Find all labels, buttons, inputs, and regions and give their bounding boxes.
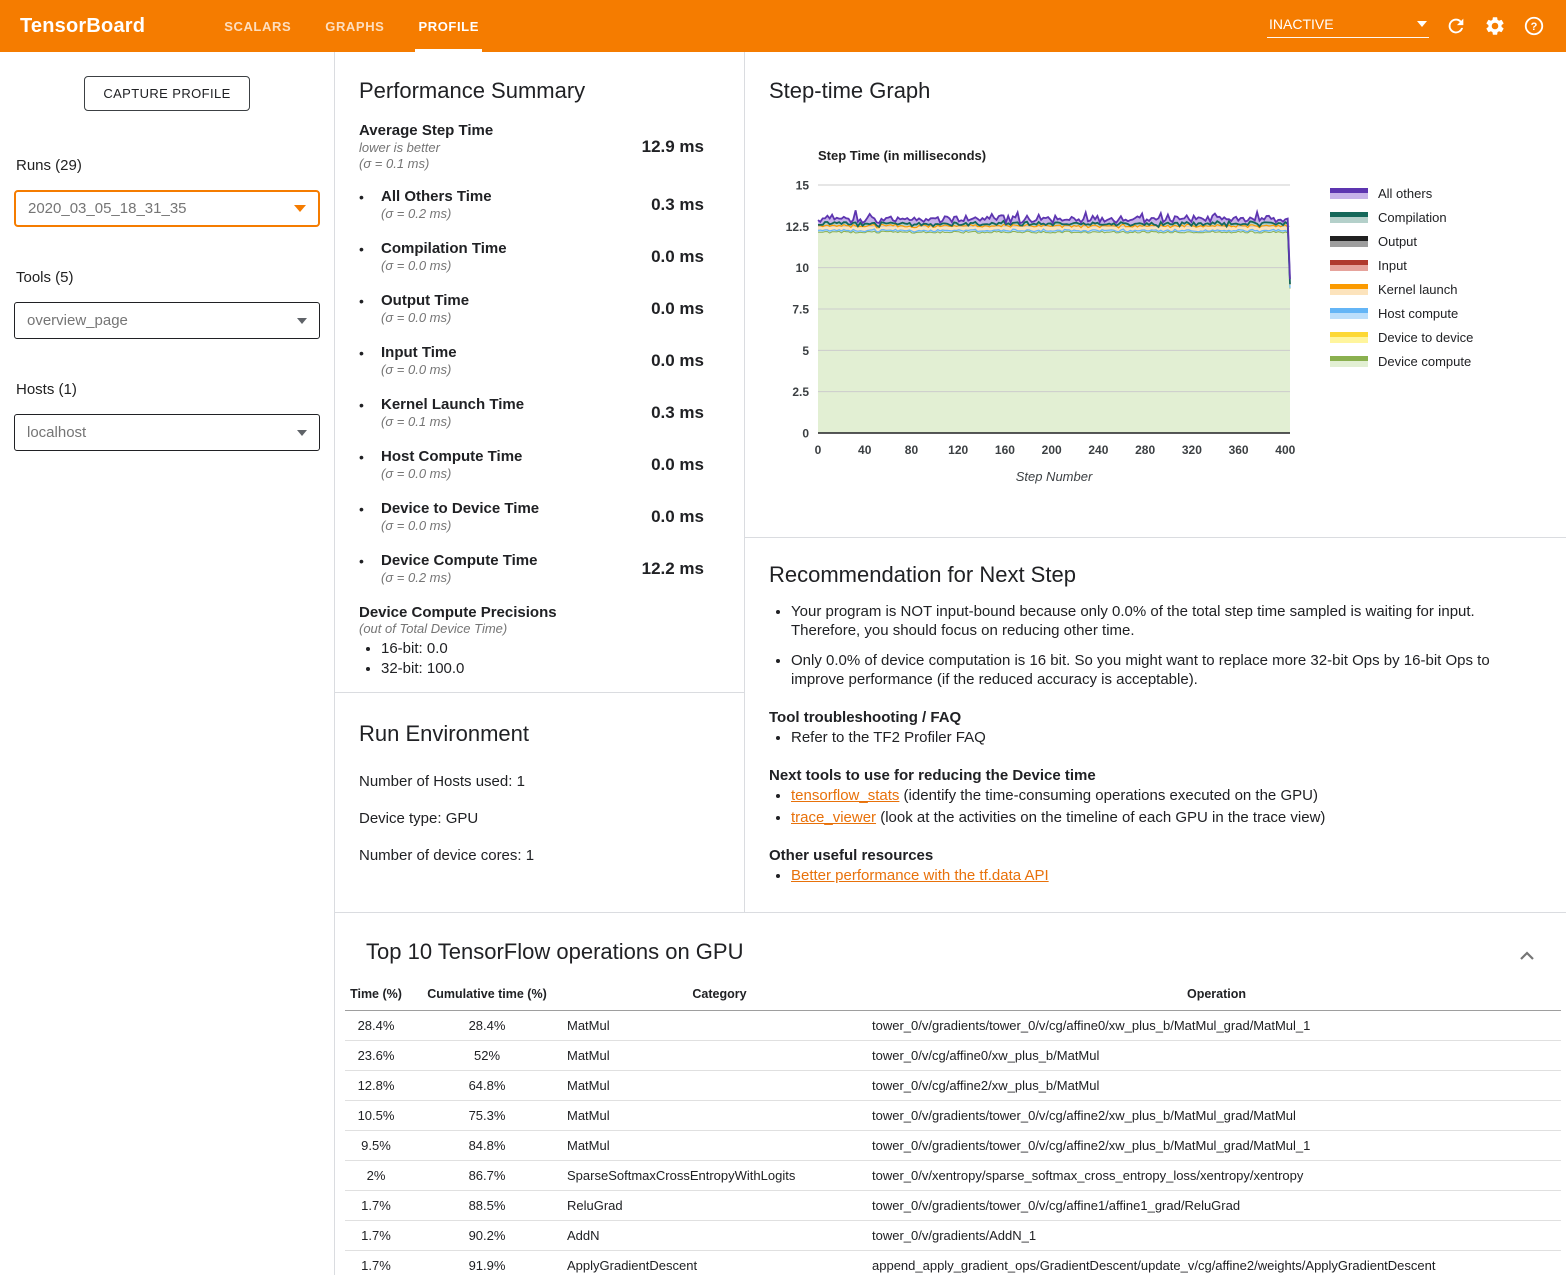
average-step-time-value: 12.9 ms: [641, 137, 704, 156]
next-tool-desc: (identify the time-consuming operations executed on the GPU): [899, 787, 1318, 804]
app-header: [0, 0, 1566, 52]
recommendation-bullet: • Your program is NOT input-bound because only 0.0% of the total step time sampled is waiting for input. Therefore, you should focus on reducing other time.: [791, 602, 1520, 640]
top-row: [335, 52, 1566, 912]
bullet: •: [359, 345, 364, 361]
bullet: •: [359, 397, 364, 413]
help-icon[interactable]: [1522, 14, 1546, 38]
top-ops-title: Top 10 TensorFlow operations on GPU: [366, 939, 744, 964]
legend-label: Compilation: [1378, 210, 1447, 225]
metric-row: [359, 344, 704, 378]
legend-label: All others: [1378, 186, 1433, 201]
chevron-down-icon: [297, 430, 307, 436]
operation-cell: tower_0/v/xentropy/sparse_softmax_cross_entropy_loss/xentropy/xentropy: [872, 1161, 1561, 1191]
svg-text:280: 280: [1135, 443, 1156, 457]
collapse-chevron-up-icon[interactable]: [1518, 949, 1536, 967]
tools-dropdown[interactable]: [14, 302, 320, 339]
metric-row: [359, 396, 704, 430]
chart-x-axis-label: Step Number: [1015, 469, 1093, 484]
legend-item: [1330, 186, 1473, 201]
metric-label: Output Time: [381, 292, 470, 309]
operation-cell: tower_0/v/gradients/tower_0/v/cg/affine2/xw_plus_b/MatMul_grad/MatMul_1: [872, 1131, 1561, 1161]
legend-label: Output: [1378, 234, 1418, 249]
legend-swatch: [1330, 212, 1368, 223]
svg-text:2.5: 2.5: [792, 385, 809, 400]
legend-item: [1330, 354, 1473, 369]
average-step-time-label: Average Step Time: [359, 122, 494, 139]
operation-cell: tower_0/v/gradients/tower_0/v/cg/affine1/affine1_grad/ReluGrad: [872, 1191, 1561, 1221]
metric-value: 0.0 ms: [651, 455, 704, 474]
cumulative-pct-cell: 91.9%: [407, 1251, 567, 1275]
recommendation-title: Recommendation for Next Step: [769, 562, 1076, 587]
svg-text:360: 360: [1228, 443, 1249, 457]
legend-label: Device compute: [1378, 354, 1472, 369]
runs-dropdown[interactable]: [14, 190, 320, 227]
table-row: [345, 1011, 1561, 1041]
trace-viewer-link[interactable]: trace_viewer: [791, 809, 877, 826]
content: [335, 52, 1566, 1275]
svg-text:5: 5: [802, 343, 809, 358]
operation-cell: tower_0/v/gradients/AddN_1: [872, 1221, 1561, 1251]
legend-item: [1330, 258, 1473, 273]
metric-label: Kernel Launch Time: [381, 396, 525, 413]
legend-swatch: [1330, 236, 1368, 247]
status-dropdown[interactable]: [1267, 14, 1429, 38]
legend-swatch: [1330, 308, 1368, 319]
next-tool-item: [791, 808, 1520, 827]
column-header: Category: [567, 981, 872, 1011]
metric-sigma: (σ = 0.0 ms): [381, 362, 452, 377]
metric-label: All Others Time: [381, 188, 492, 205]
next-tools-list: [769, 786, 1520, 827]
other-resources-list: [769, 866, 1520, 885]
metric-sigma: (σ = 0.2 ms): [381, 206, 452, 221]
metric-value: 0.0 ms: [651, 247, 704, 266]
cumulative-pct-cell: 52%: [407, 1041, 567, 1071]
legend-label: Device to device: [1378, 330, 1474, 345]
operation-cell: tower_0/v/cg/affine2/xw_plus_b/MatMul: [872, 1071, 1561, 1101]
bullet: •: [359, 293, 364, 309]
metric-label: Device to Device Time: [381, 500, 540, 517]
cumulative-pct-cell: 64.8%: [407, 1071, 567, 1101]
metric-row: [359, 448, 704, 482]
sidebar: [0, 52, 335, 1275]
cumulative-pct-cell: 84.8%: [407, 1131, 567, 1161]
chevron-down-icon: [1417, 21, 1427, 27]
svg-text:?: ?: [1530, 20, 1538, 33]
recommendation-bullets: [769, 602, 1520, 689]
nav-tabs: [207, 0, 496, 52]
legend-label: Host compute: [1378, 306, 1459, 321]
legend-item: [1330, 330, 1473, 345]
metric-row: [359, 188, 704, 222]
tensorflow-stats-link[interactable]: tensorflow_stats: [791, 787, 900, 804]
metric-value: 0.0 ms: [651, 299, 704, 318]
svg-text:80: 80: [904, 443, 919, 457]
svg-text:160: 160: [994, 443, 1015, 457]
legend-item: [1330, 306, 1473, 321]
bullet: •: [359, 449, 364, 465]
svg-text:15: 15: [795, 178, 809, 193]
run-env-line: Number of device cores: 1: [359, 847, 535, 864]
table-row: [345, 1131, 1561, 1161]
top-ops-section: [335, 912, 1566, 1275]
bullet: •: [359, 241, 364, 257]
left-column: [335, 52, 745, 912]
svg-text:120: 120: [948, 443, 969, 457]
bullet: •: [359, 501, 364, 517]
legend-swatch: [1330, 260, 1368, 271]
cumulative-pct-cell: 75.3%: [407, 1101, 567, 1131]
step-time-chart[interactable]: [769, 171, 1309, 463]
average-step-time-note: lower is better: [359, 140, 440, 155]
svg-text:10: 10: [795, 261, 809, 276]
hosts-dropdown-value: localhost: [27, 424, 87, 441]
metric-sigma: (σ = 0.1 ms): [381, 414, 452, 429]
recommendation-bullet: • Only 0.0% of device computation is 16 bit. So you might want to replace more 32-bit Ops by 16-bit Ops to improve performance (if the reduced accuracy is acceptable).: [791, 651, 1520, 689]
performance-summary-title: Performance Summary: [359, 78, 586, 103]
category-cell: ApplyGradientDescent: [567, 1251, 872, 1275]
main-area: [0, 52, 1566, 1275]
legend-item: [1330, 234, 1473, 249]
time-pct-cell: 12.8%: [345, 1071, 407, 1101]
right-column: [745, 52, 1566, 912]
table-row: [345, 1221, 1561, 1251]
legend-swatch: [1330, 284, 1368, 295]
column-header: Operation: [872, 981, 1561, 1011]
category-cell: MatMul: [567, 1041, 872, 1071]
time-pct-cell: 28.4%: [345, 1011, 407, 1041]
category-cell: MatMul: [567, 1011, 872, 1041]
metric-label: Host Compute Time: [381, 448, 523, 465]
metric-value: 12.2 ms: [641, 559, 704, 578]
legend-swatch: [1330, 332, 1368, 343]
run-env-line: Number of Hosts used: 1: [359, 773, 525, 790]
chart-wrap: [769, 148, 1542, 484]
category-cell: AddN: [567, 1221, 872, 1251]
precisions-title: Device Compute Precisions: [359, 604, 557, 621]
next-tools-title: Next tools to use for reducing the Device time: [769, 767, 1096, 784]
step-time-graph-title: Step-time Graph: [769, 78, 931, 103]
metric-sigma: (σ = 0.0 ms): [381, 258, 452, 273]
capture-profile-button[interactable]: CAPTURE PROFILE: [84, 76, 249, 111]
run-environment-title: Run Environment: [359, 721, 529, 746]
tab-graphs[interactable]: GRAPHS: [325, 18, 385, 34]
svg-text:320: 320: [1181, 443, 1202, 457]
run-env-line: Device type: GPU: [359, 810, 479, 827]
table-row: [345, 1101, 1561, 1131]
metric-row: [359, 500, 704, 534]
category-cell: MatMul: [567, 1131, 872, 1161]
metric-sigma: (σ = 0.0 ms): [381, 466, 452, 481]
precisions-note: (out of Total Device Time): [359, 621, 508, 636]
runs-label: Runs (29): [16, 157, 82, 174]
metric-label: Compilation Time: [381, 240, 507, 257]
metric-value: 0.0 ms: [651, 507, 704, 526]
operation-cell: tower_0/v/gradients/tower_0/v/cg/affine0/xw_plus_b/MatMul_grad/MatMul_1: [872, 1011, 1561, 1041]
time-pct-cell: 9.5%: [345, 1131, 407, 1161]
other-resources-title: Other useful resources: [769, 847, 934, 864]
category-cell: SparseSoftmaxCrossEntropyWithLogits: [567, 1161, 872, 1191]
table-row: [345, 1041, 1561, 1071]
svg-text:400: 400: [1275, 443, 1296, 457]
chart-legend: [1330, 186, 1473, 484]
svg-text:200: 200: [1041, 443, 1062, 457]
column-header: Cumulative time (%): [407, 981, 567, 1011]
tools-label: Tools (5): [16, 269, 74, 286]
metric-value: 0.3 ms: [651, 403, 704, 422]
time-pct-cell: 1.7%: [345, 1251, 407, 1275]
runs-dropdown-value: 2020_03_05_18_31_35: [28, 200, 187, 217]
metric-value: 0.0 ms: [651, 351, 704, 370]
metric-sigma: (σ = 0.2 ms): [381, 570, 452, 585]
next-tool-desc: (look at the activities on the timeline of each GPU in the trace view): [876, 809, 1326, 826]
status-dropdown-value: INACTIVE: [1269, 16, 1334, 32]
legend-label: Input: [1378, 258, 1407, 273]
metric-row: [359, 552, 704, 586]
table-row: [345, 1161, 1561, 1191]
faq-list: [769, 728, 1520, 747]
table-row: [345, 1191, 1561, 1221]
settings-gear-icon[interactable]: [1483, 14, 1507, 38]
run-environment-lines: [359, 773, 720, 864]
app-title: TensorBoard: [20, 14, 146, 37]
run-environment-section: [335, 693, 744, 912]
category-cell: MatMul: [567, 1071, 872, 1101]
cumulative-pct-cell: 88.5%: [407, 1191, 567, 1221]
hosts-label: Hosts (1): [16, 381, 77, 398]
time-pct-cell: 1.7%: [345, 1221, 407, 1251]
svg-text:240: 240: [1088, 443, 1109, 457]
svg-text:0: 0: [814, 443, 822, 457]
metric-label: Device Compute Time: [381, 552, 538, 569]
time-pct-cell: 2%: [345, 1161, 407, 1191]
tools-dropdown-value: overview_page: [27, 312, 128, 329]
table-row: [345, 1071, 1561, 1101]
time-pct-cell: 23.6%: [345, 1041, 407, 1071]
average-step-time-sigma: (σ = 0.1 ms): [359, 156, 430, 171]
reload-icon[interactable]: [1444, 14, 1468, 38]
performance-summary-section: [335, 52, 744, 693]
legend-swatch: [1330, 188, 1368, 199]
operation-cell: tower_0/v/gradients/tower_0/v/cg/affine2/xw_plus_b/MatMul_grad/MatMul: [872, 1101, 1561, 1131]
bullet: •: [359, 189, 364, 205]
chevron-down-icon: [294, 205, 306, 212]
svg-text:7.5: 7.5: [792, 302, 809, 317]
operation-cell: append_apply_gradient_ops/GradientDescent/update_v/cg/affine2/weights/ApplyGradientDescent: [872, 1251, 1561, 1275]
bullet: •: [359, 553, 364, 569]
metric-row: [359, 292, 704, 326]
svg-text:40: 40: [858, 443, 872, 457]
legend-item: [1330, 282, 1473, 297]
tfdata-api-link[interactable]: Better performance with the tf.data API: [791, 867, 1049, 884]
step-time-graph-section: [745, 52, 1566, 538]
header-controls: [1267, 14, 1546, 38]
metric-label: Input Time: [381, 344, 457, 361]
chevron-down-icon: [297, 318, 307, 324]
cumulative-pct-cell: 28.4%: [407, 1011, 567, 1041]
cumulative-pct-cell: 90.2%: [407, 1221, 567, 1251]
table-header-row: [345, 981, 1561, 1011]
hosts-dropdown[interactable]: [14, 414, 320, 451]
precision-item: • 16-bit: 0.0: [381, 639, 704, 659]
average-step-time-row: [359, 122, 704, 172]
column-header: Time (%): [345, 981, 407, 1011]
metric-value: 0.3 ms: [651, 195, 704, 214]
legend-item: [1330, 210, 1473, 225]
tab-profile[interactable]: PROFILE: [401, 0, 496, 52]
next-tool-item: [791, 786, 1520, 805]
svg-text:12.5: 12.5: [785, 219, 809, 234]
svg-text:0: 0: [802, 426, 809, 441]
metric-sigma: (σ = 0.0 ms): [381, 310, 452, 325]
metric-row: [359, 240, 704, 274]
operation-cell: tower_0/v/cg/affine0/xw_plus_b/MatMul: [872, 1041, 1561, 1071]
category-cell: MatMul: [567, 1101, 872, 1131]
legend-label: Kernel launch: [1378, 282, 1458, 297]
cumulative-pct-cell: 86.7%: [407, 1161, 567, 1191]
time-pct-cell: 1.7%: [345, 1191, 407, 1221]
chart-title: Step Time (in milliseconds): [818, 148, 987, 163]
metrics-list: [359, 188, 704, 586]
top-ops-table: [345, 981, 1561, 1275]
tab-scalars[interactable]: SCALARS: [224, 18, 292, 34]
faq-item: • Refer to the TF2 Profiler FAQ: [791, 728, 1520, 747]
time-pct-cell: 10.5%: [345, 1101, 407, 1131]
metric-sigma: (σ = 0.0 ms): [381, 518, 452, 533]
table-row: [345, 1251, 1561, 1275]
faq-title: Tool troubleshooting / FAQ: [769, 709, 962, 726]
precisions-list: [359, 639, 704, 679]
category-cell: ReluGrad: [567, 1191, 872, 1221]
legend-swatch: [1330, 356, 1368, 367]
precision-item: • 32-bit: 100.0: [381, 659, 704, 679]
recommendation-section: [745, 538, 1566, 888]
